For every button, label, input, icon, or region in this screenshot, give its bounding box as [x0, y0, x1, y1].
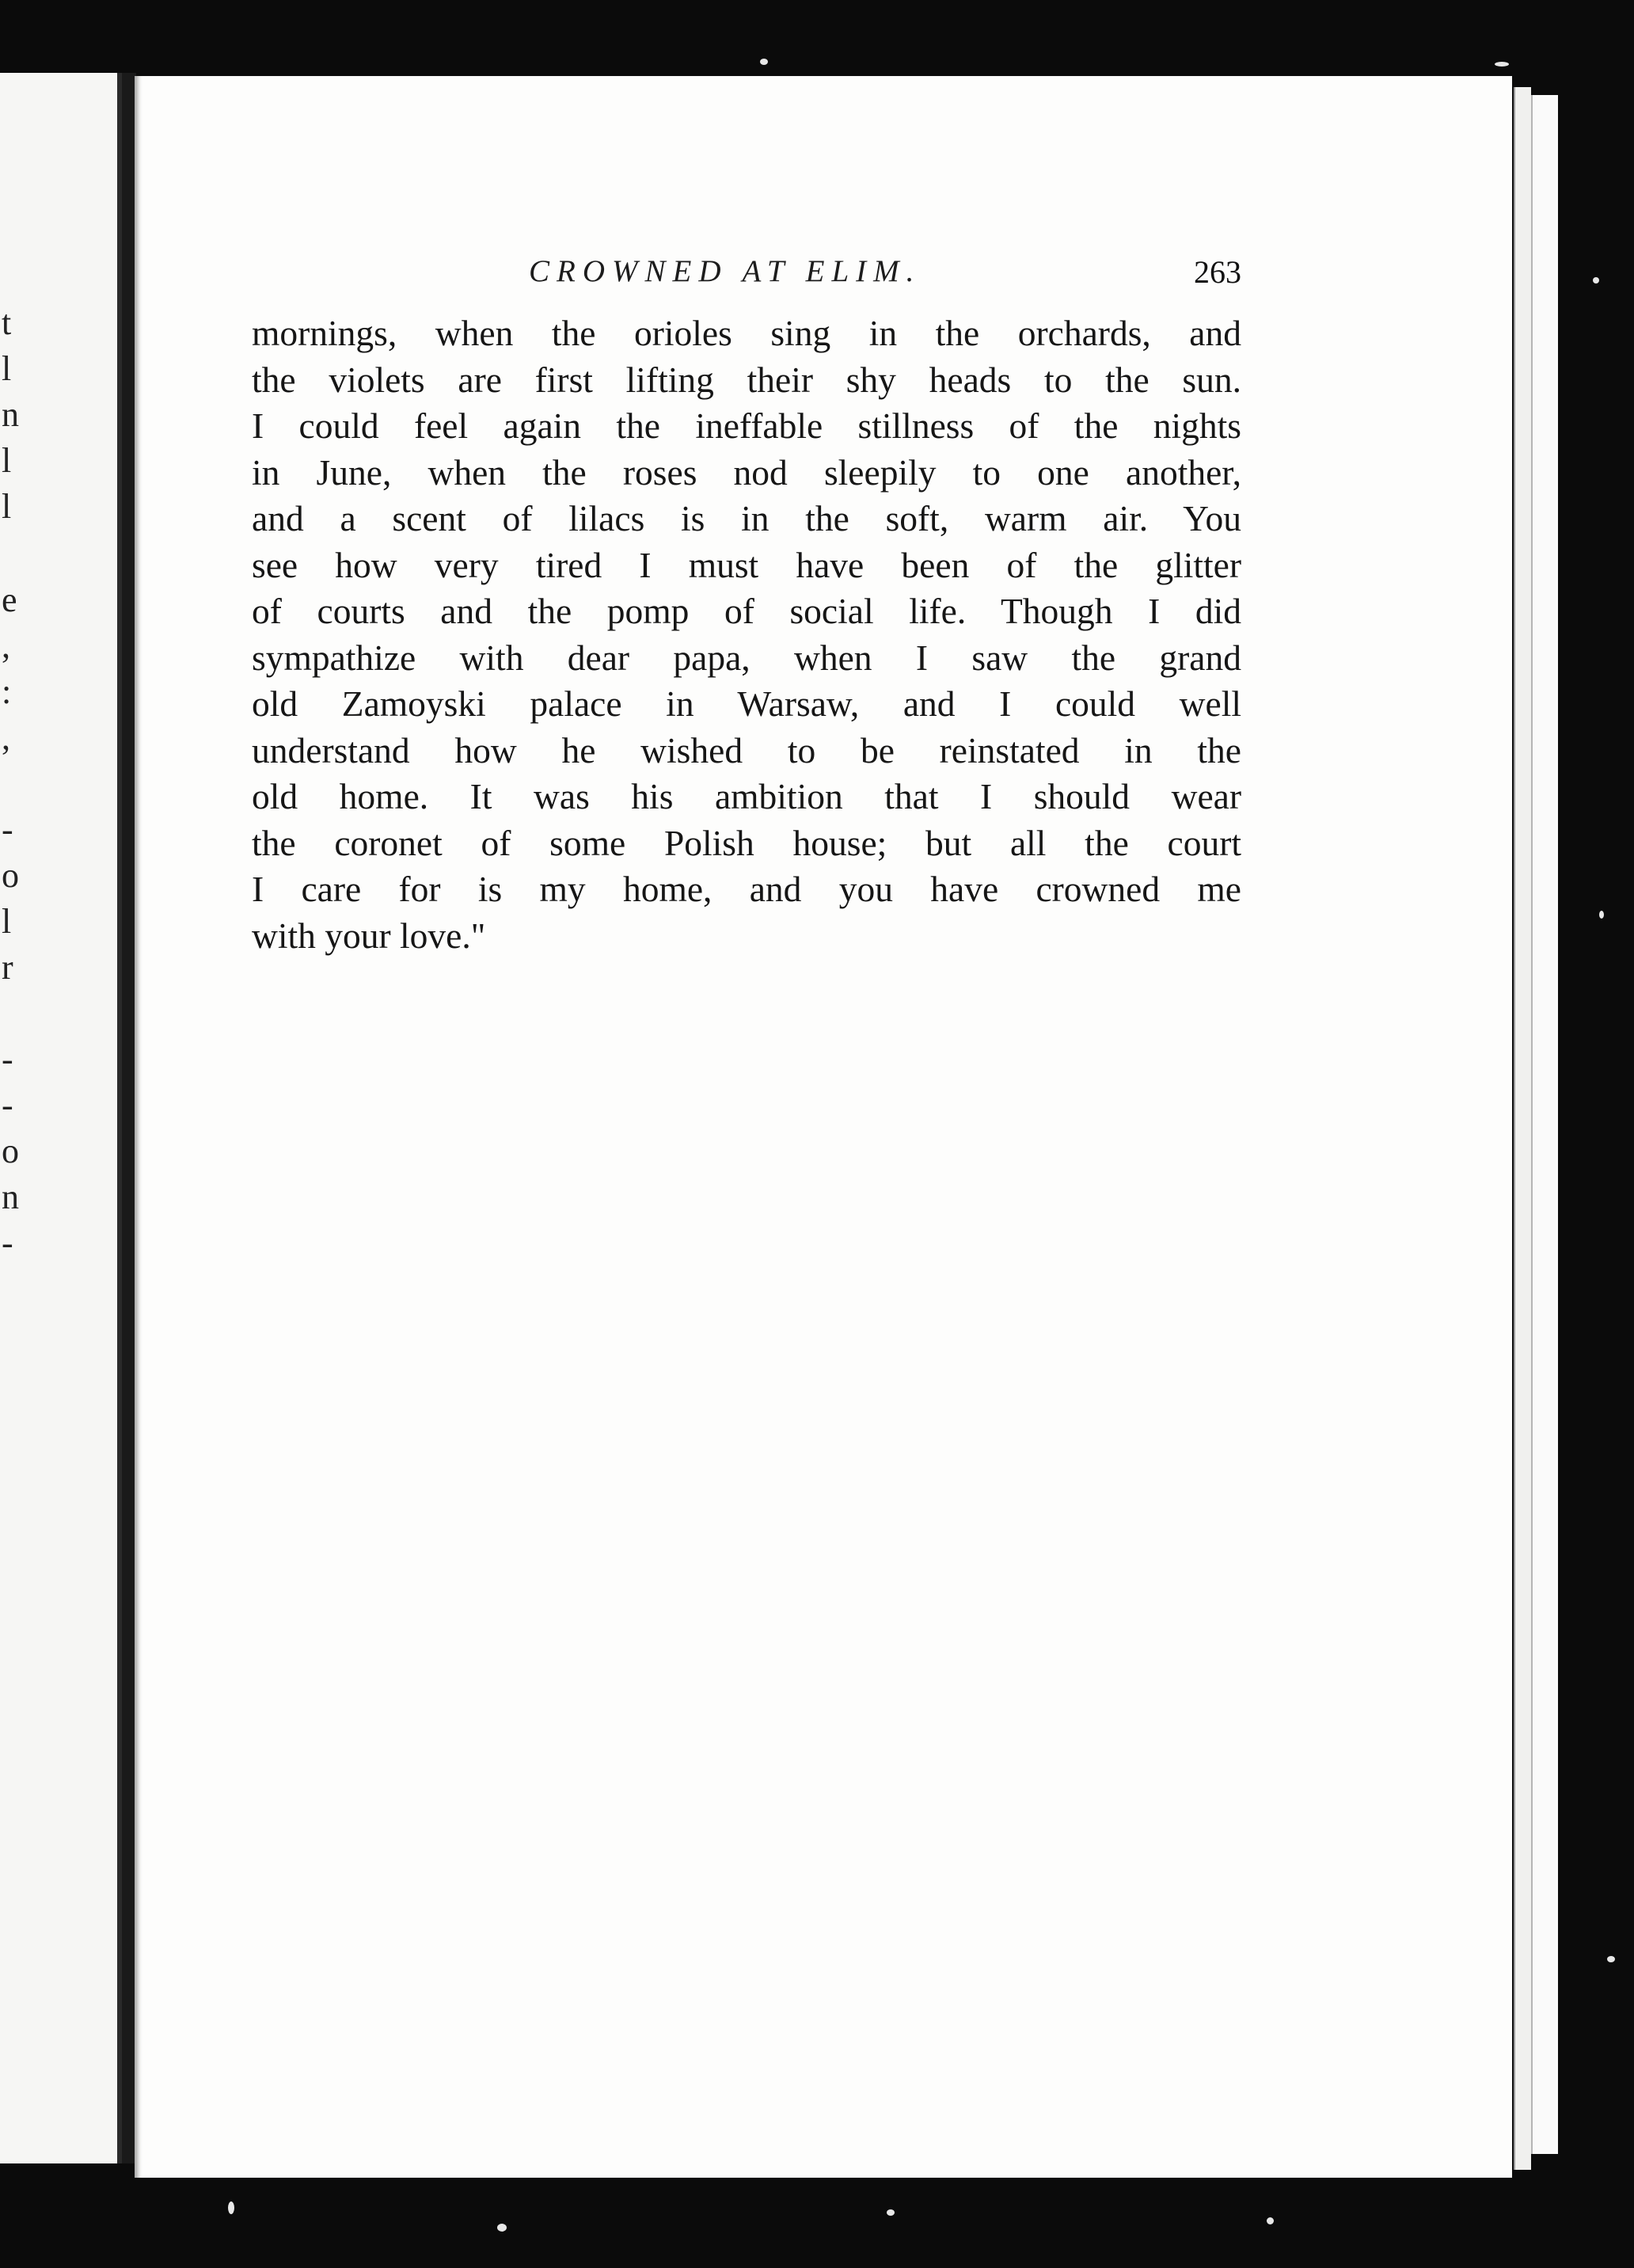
running-title: CROWNED AT ELIM. [529, 254, 922, 288]
text-line: I could feel again the ineffable stillness of the nights [252, 405, 1241, 446]
facing-page-fragment: n [2, 1178, 19, 1216]
running-head [252, 253, 1241, 301]
text-line: with your love." [252, 915, 486, 956]
text-line: in June, when the roses nod sleepily to one another, [252, 451, 1241, 493]
scan-speck [1495, 62, 1509, 67]
facing-page-fragment: : [2, 672, 12, 711]
facing-page-fragment: l [2, 349, 12, 388]
facing-page-fragment: - [2, 1223, 13, 1262]
facing-page-edge [0, 73, 122, 2163]
scan-speck [1607, 1956, 1615, 1962]
page-number: 263 [1194, 254, 1241, 290]
text-line: of courts and the pomp of social life. Though I did [252, 591, 1241, 631]
text-line: sympathize with dear papa, when I saw the grand [252, 637, 1241, 678]
facing-page-fragment: - [2, 1040, 13, 1079]
facing-page-fragment: - [2, 1086, 13, 1124]
facing-page-fragment: , [2, 626, 10, 665]
facing-page-fragment: l [2, 487, 12, 526]
facing-page-fragment: , [2, 718, 10, 757]
body-text [252, 310, 1241, 959]
facing-page-fragment: o [2, 1132, 19, 1170]
facing-page-fragment: l [2, 441, 12, 480]
page-edge [1531, 95, 1558, 2154]
scan-speck [1267, 2217, 1274, 2224]
facing-page-fragment: l [2, 902, 12, 941]
facing-page-text-fragments [0, 73, 24, 2163]
text-line: understand how he wished to be reinstated in the [252, 729, 1241, 771]
scan-speck [1599, 911, 1604, 919]
page-edge [1514, 87, 1531, 2170]
scan-speck [228, 2201, 234, 2214]
facing-page-fragment: o [2, 856, 19, 895]
scan-speck [497, 2224, 507, 2232]
scan-speck [1593, 277, 1599, 284]
facing-page-fragment: r [2, 948, 13, 987]
text-line: mornings, when the orioles sing in the orchards, and [252, 313, 1241, 353]
scan-speck [887, 2209, 895, 2216]
facing-page-fragment: e [2, 580, 17, 619]
text-line: I care for is my home, and you have crowned me [252, 869, 1241, 909]
text-line: see how very tired I must have been of the glitter [252, 544, 1241, 585]
text-line: and a scent of lilacs is in the soft, warm air. You [252, 498, 1241, 538]
facing-page-fragment: t [2, 303, 12, 342]
facing-page-fragment: n [2, 395, 19, 434]
facing-page-fragment: - [2, 810, 13, 849]
scan-speck [760, 59, 768, 65]
text-line: the violets are first lifting their shy heads to the sun. [252, 359, 1241, 400]
text-line: the coronet of some Polish house; but all the court [252, 822, 1241, 863]
text-line: old home. It was his ambition that I should wear [252, 776, 1241, 816]
text-line: old Zamoyski palace in Warsaw, and I could well [252, 683, 1241, 724]
